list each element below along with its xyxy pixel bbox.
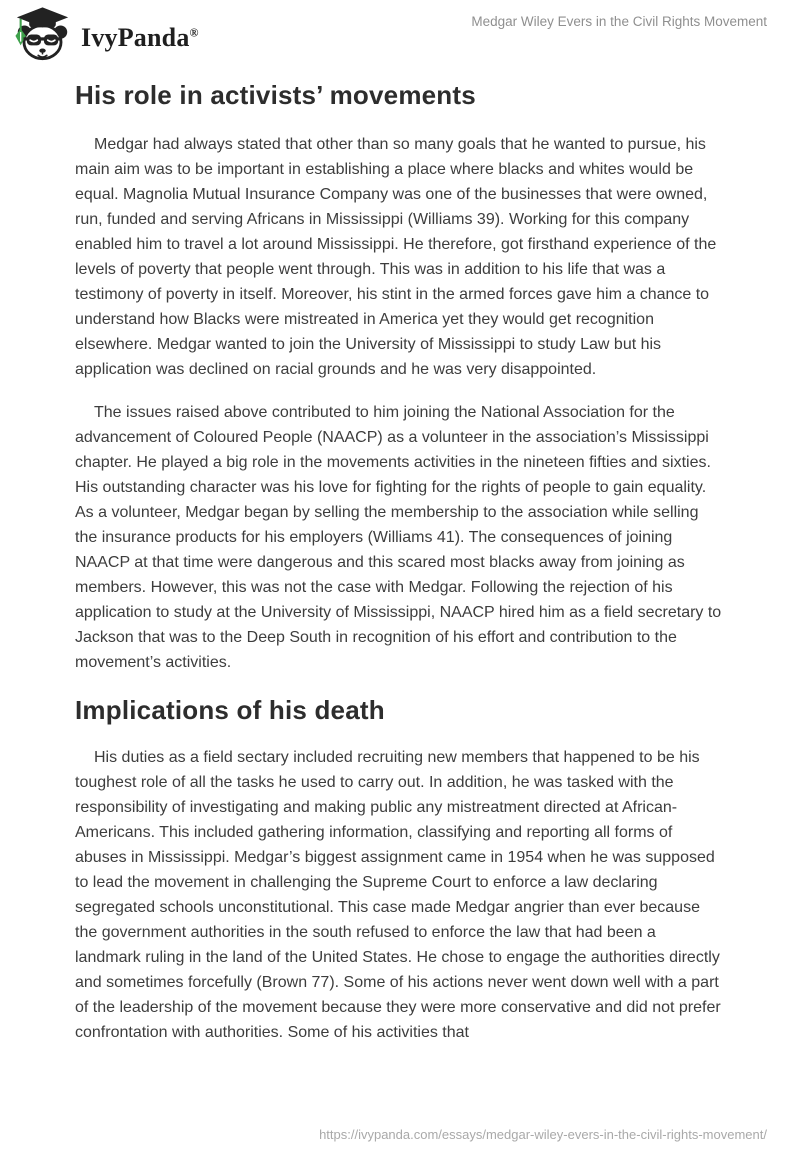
panda-graduate-icon bbox=[14, 6, 71, 62]
registered-trademark-symbol: ® bbox=[189, 25, 199, 40]
paragraph: His duties as a field sectary included recruiting new members that happened to be his toughest role of all the tasks he used to carry out. In addition, he was tasked with the responsibility of investigating and making public any mistreatment directed at African-Americans. This included gathering information, classifying and reporting all forms of abuses in Mississippi. Medgar’s biggest assignment came in 1954 when he was supposed to lead the movement in challenging the Supreme Court to enforce a law declaring segregated schools unconstitutional. This case made Medgar angrier than ever because the government authorities in the south refused to enforce the law that had been a landmark ruling in the land of the United States. He chose to engage the authorities directly and sometimes forcefully (Brown 77). Some of his actions never went down well with a part of the leadership of the movement because they were more conservative and did not prefer confrontation with authorities. Some of his activities that bbox=[75, 749, 721, 1041]
brand-name-text: IvyPanda bbox=[81, 23, 190, 52]
brand-name bbox=[81, 15, 199, 53]
paragraph: The issues raised above contributed to him joining the National Association for the advancement of Coloured People (NAACP) as a volunteer in the association’s Mississippi chapter. He played a big role in the movements activities in the nineteen fifties and sixties. His outstanding character was his love for fighting for the rights of people to gain equality. As a volunteer, Medgar began by selling the membership to the association while selling the insurance products for his employers (Williams 41). The consequences of joining NAACP at that time were dangerous and this scared most blacks away from joining as members. However, this was not the case with Medgar. Following the rejection of his application to study at the University of Mississippi, NAACP hired him as a field secretary to Jackson that was to the Deep South in recognition of his effort and contribution to the movement’s activities. bbox=[75, 404, 722, 671]
section-heading-implications-of-death: Implications of his death bbox=[75, 695, 385, 725]
section-heading-activists-movements: His role in activists’ movements bbox=[75, 80, 476, 110]
paragraph: Medgar had always stated that other than so many goals that he wanted to pursue, his main aim was to be important in establishing a place where blacks and whites would be equal. Magnolia Mutual Insurance Company was one of the businesses that were owned, run, funded and serving Africans in Mississippi (Williams 39). Working for this company enabled him to travel a lot around Mississippi. He therefore, got firsthand experience of the levels of poverty that people went through. This was in addition to his life that was a testimony of poverty in itself. Moreover, his stint in the armed forces gave him a chance to understand how Blacks were mistreated in America yet they would get recognition elsewhere. Medgar wanted to join the University of Mississippi to study Law but his application was declined on racial grounds and he was very disappointed. bbox=[75, 136, 717, 378]
page-footer bbox=[319, 1127, 767, 1142]
essay-content bbox=[75, 70, 725, 1063]
brand bbox=[14, 6, 199, 62]
page-header bbox=[0, 0, 800, 70]
source-url: https://ivypanda.com/essays/medgar-wiley-evers-in-the-civil-rights-movement/ bbox=[319, 1127, 767, 1142]
running-header-title: Medgar Wiley Evers in the Civil Rights Movement bbox=[471, 14, 767, 29]
